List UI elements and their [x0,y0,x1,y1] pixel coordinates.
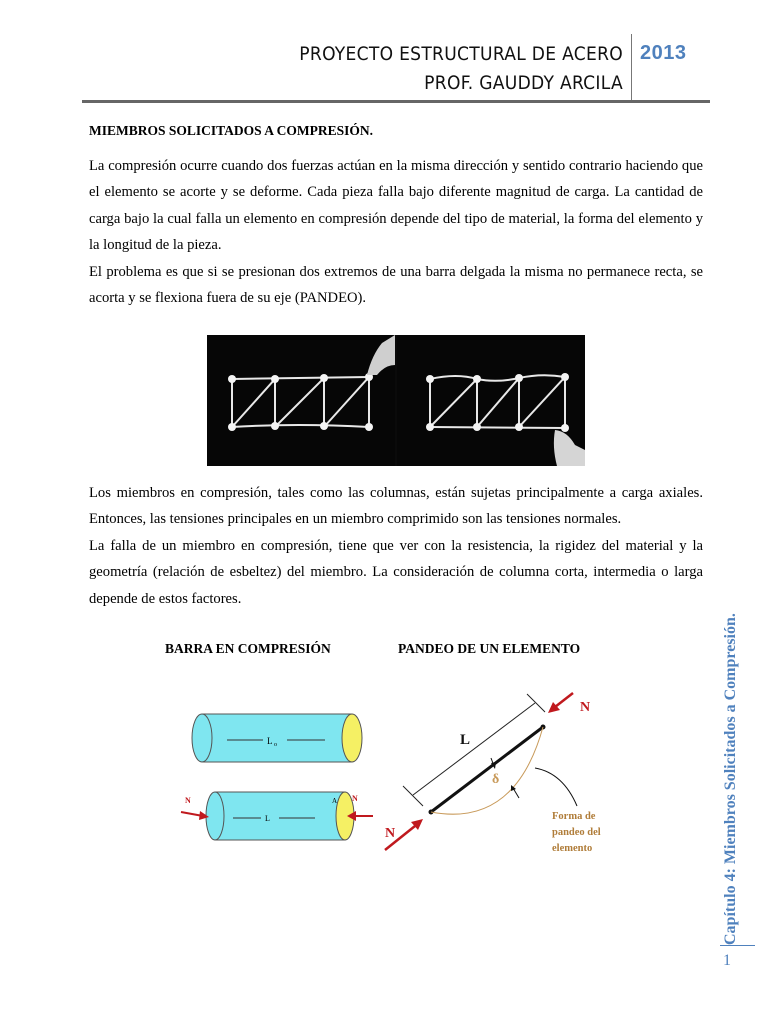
truss-photo-straight [207,335,395,466]
sidebar-rule [720,945,755,946]
cylinder-top-body [202,714,352,762]
force-right-label: N [352,794,358,803]
cylinder-bottom-body [215,792,345,840]
section-title: MIEMBROS SOLICITADOS A COMPRESIÓN. [89,123,374,138]
length-label: L [460,732,471,748]
truss-photo-buckled [397,335,585,466]
header-year: 2013 [640,42,687,64]
force-bottom-label: N [385,826,396,841]
page-number: 1 [723,952,731,969]
buckling-note-line1: Forma de [552,811,596,822]
paragraph-2: El problema es que si se presionan dos extremos de una barra delgada la misma no permanece recta, se acorta y se flexiona fuera de su eje (PANDEO). [89,263,703,307]
delta-label: δ [492,772,500,787]
buckling-note-line3: elemento [552,843,593,854]
cylinder-top-left-end [192,714,212,762]
header-rule [82,100,710,103]
buckling-note-line2: pandeo del [552,827,601,838]
header-title-line2: PROF. GAUDDY ARCILA [424,72,623,94]
force-left-label: N [185,796,191,805]
paragraph-4: La falla de un miembro en compresión, tiene que ver con la resistencia, la rigidez del material y la geometría (relación de esbeltez) del miembro. La consideración de columna corta, intermedia o larga depende de estos factores. [89,537,703,607]
header-title [299,40,623,98]
truss-photos [207,335,585,466]
header-title-line1: PROYECTO ESTRUCTURAL DE ACERO [299,43,623,65]
bar-bottom-length-label: L [265,814,270,823]
buckling-figure [375,688,635,863]
bar-top-length-sub: o [274,742,277,748]
paragraph-3: Los miembros en compresión, tales como las columnas, están sujetas principalmente a carga axiales. Entonces, las tensiones principales en un miembro comprimido son las tensiones normales. [89,485,703,528]
sidebar-chapter-title: Capítulo 4: Miembros Solicitados a Compresión. [722,613,739,945]
figure-label-bar: BARRA EN COMPRESIÓN [165,641,331,656]
cylinder-top-right-end [342,714,362,762]
cylinder-bottom-left-end [206,792,224,840]
figure-label-buckling: PANDEO DE UN ELEMENTO [398,641,581,656]
content-top [89,118,703,311]
bar-compression-figure [175,700,375,850]
content-bottom [89,480,703,612]
header-divider [631,34,632,102]
bar-top-length-label: L [267,736,273,746]
paragraph-1: La compresión ocurre cuando dos fuerzas actúan en la misma dirección y sentido contrario haciendo que el elemento se acorte y se deforme. Cada pieza falla bajo diferente magnitud de carga. La cantidad de carga bajo la cual falla un elemento en compresión depende del tipo de material, la forma del elemento y la longitud de la pieza. [89,158,703,254]
bar-area-label: A [332,797,338,805]
force-top-label: N [580,700,591,715]
